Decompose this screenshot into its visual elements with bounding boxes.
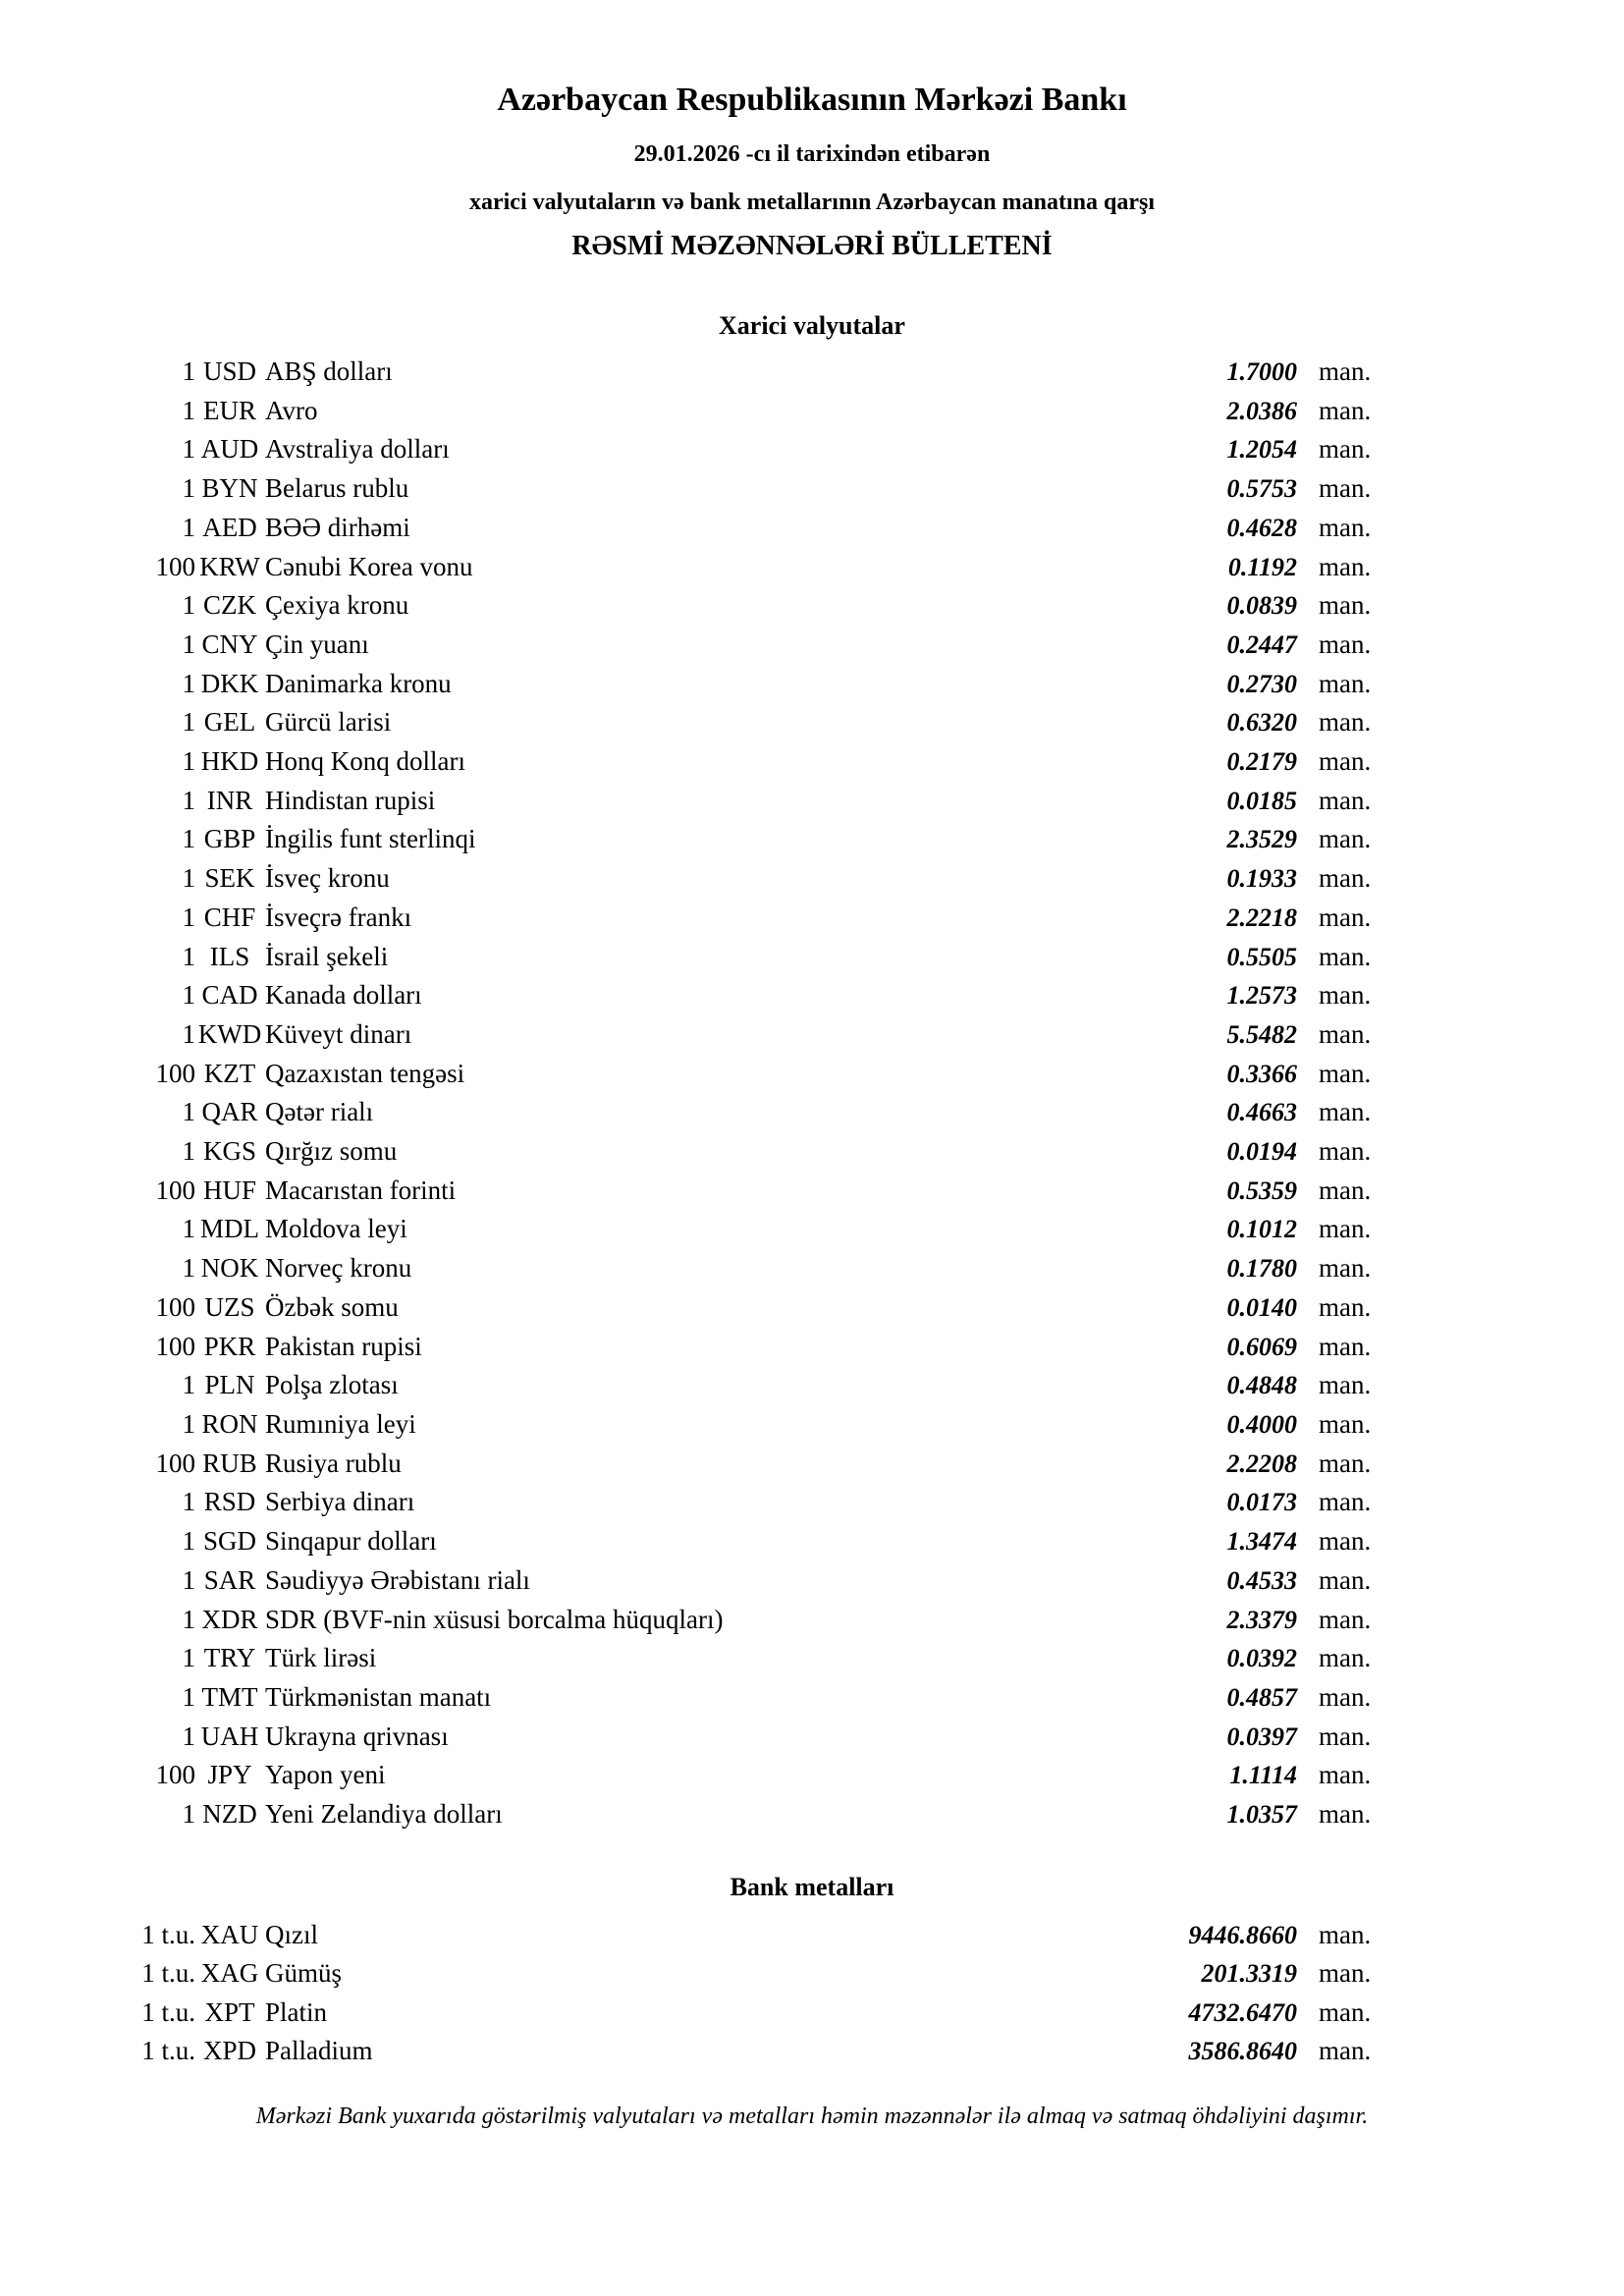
rate-value-cell: 201.3319	[1201, 1959, 1297, 1989]
unit-label-cell: man.	[1319, 1331, 1372, 1361]
unit-label-cell: man.	[1319, 1681, 1372, 1712]
currency-row	[0, 1718, 1624, 1757]
quantity-cell: 1	[182, 980, 195, 1011]
unit-label-cell: man.	[1319, 941, 1372, 971]
rate-value-cell: 0.5753	[1226, 474, 1297, 504]
currency-name-cell: İsrail şekeli	[265, 941, 389, 971]
unit-label-cell: man.	[1319, 2036, 1372, 2066]
currency-code-cell: JPY	[207, 1760, 252, 1790]
currency-code-cell: SEK	[204, 863, 255, 894]
currency-name-cell: Honq Konq dolları	[265, 746, 465, 777]
rate-value-cell: 0.4848	[1226, 1371, 1297, 1400]
currency-code-cell: TRY	[203, 1643, 256, 1673]
quantity-cell: 1	[182, 1564, 195, 1595]
currency-row	[0, 1678, 1624, 1718]
currency-code-cell: KWD	[197, 1018, 262, 1049]
currency-row	[0, 899, 1624, 938]
currency-row	[0, 665, 1624, 704]
quantity-cell: 100	[155, 1331, 195, 1361]
currency-code-cell: KRW	[199, 551, 260, 581]
unit-label-cell: man.	[1319, 824, 1372, 854]
currency-name-cell: Belarus rublu	[265, 473, 409, 504]
currency-name-cell: Macarıstan forinti	[265, 1175, 457, 1205]
rate-value-cell: 0.2179	[1226, 747, 1297, 777]
rate-value-cell: 0.0392	[1226, 1644, 1297, 1673]
quantity-cell: 1	[182, 902, 195, 932]
rate-value-cell: 0.5359	[1226, 1175, 1297, 1205]
rate-value-cell: 0.0185	[1226, 786, 1297, 815]
rate-value-cell: 0.1192	[1227, 552, 1297, 581]
quantity-cell: 1	[182, 1643, 195, 1673]
rate-value-cell: 0.2447	[1226, 629, 1297, 659]
currency-row	[0, 742, 1624, 782]
rate-value-cell: 2.3529	[1226, 825, 1297, 854]
currency-code-cell: XDR	[201, 1604, 258, 1634]
currency-row	[0, 1210, 1624, 1249]
unit-label-cell: man.	[1319, 512, 1372, 542]
unit-label-cell: man.	[1319, 1996, 1372, 2027]
quantity-cell: 100	[155, 1760, 195, 1790]
metal-code-cell: XAU	[200, 1919, 259, 1949]
effective-date-line: 29.01.2026 -cı il tarixindən etibarən	[633, 141, 991, 167]
currency-code-cell: DKK	[200, 668, 259, 698]
currency-row	[0, 1132, 1624, 1172]
rate-value-cell: 0.0194	[1226, 1137, 1297, 1167]
currency-name-cell: Ukrayna qrivnası	[265, 1721, 449, 1751]
unit-label-cell: man.	[1319, 1370, 1372, 1400]
currency-row	[0, 859, 1624, 899]
currency-name-cell: Çin yuanı	[265, 629, 369, 659]
currency-row	[0, 626, 1624, 665]
currency-name-cell: BƏƏ dirhəmi	[265, 512, 410, 542]
currency-name-cell: Norveç kronu	[265, 1253, 412, 1284]
currency-code-cell: UAH	[200, 1721, 259, 1751]
metals-section-heading: Bank metalları	[730, 1872, 894, 1901]
currency-row	[0, 1015, 1624, 1055]
currency-code-cell: NZD	[202, 1799, 257, 1830]
rate-value-cell: 0.1012	[1226, 1215, 1297, 1244]
currency-name-cell: Yeni Zelandiya dolları	[265, 1799, 503, 1830]
rate-value-cell: 0.6069	[1226, 1332, 1297, 1361]
currency-name-cell: ABŞ dolları	[265, 356, 393, 386]
rate-value-cell: 0.1780	[1226, 1254, 1297, 1284]
currency-code-cell: USD	[202, 356, 256, 386]
unit-label-cell: man.	[1319, 1408, 1372, 1439]
rate-value-cell: 0.4663	[1226, 1098, 1297, 1127]
rate-value-cell: 2.2218	[1226, 902, 1297, 932]
currency-name-cell: Polşa zlotası	[265, 1370, 399, 1400]
unit-label-cell: man.	[1319, 1799, 1372, 1830]
currency-name-cell: Qətər rialı	[265, 1097, 374, 1127]
metal-row	[0, 1994, 1624, 2033]
currencies-section-heading: Xarici valyutalar	[719, 311, 905, 340]
metal-row	[0, 1916, 1624, 1955]
currency-code-cell: KGS	[202, 1136, 256, 1167]
quantity-cell: 1	[182, 785, 195, 815]
rate-value-cell: 0.0397	[1226, 1722, 1297, 1751]
currency-code-cell: KZT	[203, 1058, 256, 1088]
currency-name-cell: İsveçrə frankı	[265, 902, 412, 932]
quantity-cell: 100	[155, 1175, 195, 1205]
currency-code-cell: CNY	[201, 629, 258, 659]
currency-row	[0, 392, 1624, 431]
currency-row	[0, 976, 1624, 1015]
currency-name-cell: Gürcü larisi	[265, 707, 392, 738]
rate-value-cell: 1.7000	[1226, 357, 1297, 386]
currency-row	[0, 469, 1624, 509]
unit-label-cell: man.	[1319, 1958, 1372, 1989]
unit-label-cell: man.	[1319, 629, 1372, 659]
quantity-cell: 1 t.u.	[141, 1919, 195, 1949]
rate-value-cell: 0.4533	[1226, 1565, 1297, 1595]
currency-code-cell: AED	[202, 512, 257, 542]
currency-row	[0, 1522, 1624, 1561]
quantity-cell: 1	[182, 668, 195, 698]
currency-row	[0, 703, 1624, 742]
currency-row	[0, 820, 1624, 859]
unit-label-cell: man.	[1319, 785, 1372, 815]
rate-value-cell: 4732.6470	[1188, 1997, 1297, 2027]
unit-label-cell: man.	[1319, 707, 1372, 738]
quantity-cell: 1	[182, 473, 195, 504]
unit-label-cell: man.	[1319, 1136, 1372, 1167]
quantity-cell: 1	[182, 1721, 195, 1751]
quantity-cell: 1	[182, 1526, 195, 1557]
unit-label-cell: man.	[1319, 551, 1372, 581]
rate-value-cell: 0.0173	[1226, 1488, 1297, 1517]
currency-name-cell: Danimarka kronu	[265, 668, 452, 698]
currency-code-cell: AUD	[200, 434, 259, 465]
currency-row	[0, 1328, 1624, 1367]
currency-code-cell: UZS	[204, 1291, 255, 1322]
currency-name-cell: Kanada dolları	[265, 980, 422, 1011]
unit-label-cell: man.	[1319, 1564, 1372, 1595]
quantity-cell: 1	[182, 941, 195, 971]
currency-row	[0, 1093, 1624, 1132]
currency-code-cell: SGD	[202, 1526, 256, 1557]
rate-value-cell: 5.5482	[1226, 1019, 1297, 1049]
quantity-cell: 1	[182, 512, 195, 542]
currency-code-cell: RUB	[202, 1448, 257, 1478]
currency-row	[0, 1288, 1624, 1328]
currency-row	[0, 1483, 1624, 1522]
metal-name-cell: Palladium	[265, 2036, 373, 2066]
rate-value-cell: 0.2730	[1226, 669, 1297, 698]
unit-label-cell: man.	[1319, 434, 1372, 465]
quantity-cell: 100	[155, 1058, 195, 1088]
currency-name-cell: SDR (BVF-nin xüsusi borcalma hüquqları)	[265, 1604, 724, 1634]
quantity-cell: 1 t.u.	[141, 1996, 195, 2027]
unit-label-cell: man.	[1319, 1018, 1372, 1049]
quantity-cell: 1	[182, 746, 195, 777]
currency-row	[0, 782, 1624, 821]
quantity-cell: 1	[182, 824, 195, 854]
currency-name-cell: Küveyt dinarı	[265, 1018, 412, 1049]
currency-row	[0, 1756, 1624, 1795]
currencies-table	[0, 353, 1624, 1834]
currency-name-cell: Rumıniya leyi	[265, 1408, 416, 1439]
quantity-cell: 1	[182, 707, 195, 738]
rate-value-cell: 0.1933	[1226, 864, 1297, 894]
unit-label-cell: man.	[1319, 980, 1372, 1011]
metal-code-cell: XAG	[200, 1958, 259, 1989]
currency-code-cell: INR	[206, 785, 253, 815]
rate-value-cell: 0.5505	[1226, 942, 1297, 971]
currency-name-cell: Səudiyyə Ərəbistanı rialı	[265, 1564, 530, 1595]
quantity-cell: 1	[182, 590, 195, 621]
unit-label-cell: man.	[1319, 1058, 1372, 1088]
currency-code-cell: GBP	[203, 824, 256, 854]
currency-name-cell: Çexiya kronu	[265, 590, 409, 621]
currency-code-cell: SAR	[203, 1564, 256, 1595]
unit-label-cell: man.	[1319, 1643, 1372, 1673]
rate-value-cell: 0.0140	[1226, 1292, 1297, 1322]
unit-label-cell: man.	[1319, 1097, 1372, 1127]
rate-value-cell: 1.2573	[1226, 981, 1297, 1011]
bulletin-title: RƏSMİ MƏZƏNNƏLƏRİ BÜLLETENİ	[571, 231, 1053, 261]
currency-row	[0, 353, 1624, 392]
rate-value-cell: 1.3474	[1226, 1527, 1297, 1557]
currency-row	[0, 1249, 1624, 1288]
rate-value-cell: 9446.8660	[1188, 1920, 1297, 1949]
currency-name-cell: Qazaxıstan tengəsi	[265, 1058, 465, 1088]
bulletin-subtitle: xarici valyutaların və bank metallarının Azərbaycan manatına qarşı	[468, 190, 1155, 215]
currency-name-cell: Avstraliya dolları	[265, 434, 450, 465]
rate-value-cell: 0.0839	[1226, 591, 1297, 621]
currency-code-cell: RSD	[203, 1487, 256, 1517]
currency-name-cell: Avro	[265, 395, 318, 425]
currency-code-cell: CAD	[201, 980, 258, 1011]
quantity-cell: 1	[182, 1253, 195, 1284]
currency-name-cell: Serbiya dinarı	[265, 1487, 415, 1517]
unit-label-cell: man.	[1319, 395, 1372, 425]
quantity-cell: 1	[182, 1018, 195, 1049]
currency-code-cell: CZK	[203, 590, 256, 621]
rate-value-cell: 0.4857	[1226, 1682, 1297, 1712]
currency-name-cell: Türk lirəsi	[265, 1643, 377, 1673]
currency-row	[0, 1795, 1624, 1834]
metal-row	[0, 2032, 1624, 2071]
rate-value-cell: 3586.8640	[1188, 2037, 1297, 2066]
currency-name-cell: Türkmənistan manatı	[265, 1681, 492, 1712]
quantity-cell: 1	[182, 629, 195, 659]
unit-label-cell: man.	[1319, 356, 1372, 386]
currency-name-cell: Hindistan rupisi	[265, 785, 436, 815]
quantity-cell: 100	[155, 551, 195, 581]
currency-code-cell: HUF	[202, 1175, 256, 1205]
currency-name-cell: Qırğız somu	[265, 1136, 398, 1167]
rate-value-cell: 2.2208	[1226, 1449, 1297, 1478]
rate-value-cell: 0.4000	[1226, 1409, 1297, 1439]
unit-label-cell: man.	[1319, 1526, 1372, 1557]
currency-code-cell: EUR	[203, 395, 256, 425]
currency-row	[0, 509, 1624, 548]
currency-row	[0, 548, 1624, 587]
quantity-cell: 1	[182, 356, 195, 386]
currency-row	[0, 1055, 1624, 1094]
bank-name-title: Azərbaycan Respublikasının Mərkəzi Bankı	[497, 82, 1127, 118]
rate-value-cell: 0.4628	[1226, 513, 1297, 542]
rate-value-cell: 1.0357	[1226, 1800, 1297, 1830]
metal-name-cell: Platin	[265, 1996, 328, 2027]
currency-row	[0, 1639, 1624, 1678]
currency-code-cell: PKR	[203, 1331, 256, 1361]
currency-row	[0, 1405, 1624, 1445]
currency-name-cell: Sinqapur dolları	[265, 1526, 437, 1557]
currency-name-cell: Yapon yeni	[265, 1760, 386, 1790]
metal-code-cell: XPT	[204, 1996, 255, 2027]
metal-row	[0, 1954, 1624, 1994]
currency-code-cell: BYN	[201, 473, 258, 504]
rate-value-cell: 0.6320	[1226, 708, 1297, 738]
currency-code-cell: PLN	[204, 1370, 255, 1400]
rate-value-cell: 2.0386	[1226, 396, 1297, 425]
unit-label-cell: man.	[1319, 473, 1372, 504]
quantity-cell: 1	[182, 1799, 195, 1830]
quantity-cell: 1	[182, 1681, 195, 1712]
unit-label-cell: man.	[1319, 1604, 1372, 1634]
currency-code-cell: ILS	[209, 941, 250, 971]
currency-name-cell: Özbək somu	[265, 1291, 399, 1322]
rate-value-cell: 2.3379	[1226, 1605, 1297, 1634]
unit-label-cell: man.	[1319, 746, 1372, 777]
metal-code-cell: XPD	[202, 2036, 256, 2066]
currency-row	[0, 1601, 1624, 1640]
currency-row	[0, 1445, 1624, 1484]
currency-code-cell: MDL	[200, 1214, 259, 1244]
quantity-cell: 1	[182, 1214, 195, 1244]
quantity-cell: 1	[182, 1097, 195, 1127]
quantity-cell: 1 t.u.	[141, 1958, 195, 1989]
quantity-cell: 1	[182, 1604, 195, 1634]
currency-row	[0, 586, 1624, 626]
unit-label-cell: man.	[1319, 863, 1372, 894]
currency-name-cell: İsveç kronu	[265, 863, 390, 894]
currency-code-cell: HKD	[200, 746, 259, 777]
currency-code-cell: RON	[201, 1408, 258, 1439]
unit-label-cell: man.	[1319, 1253, 1372, 1284]
currency-code-cell: QAR	[201, 1097, 258, 1127]
rate-value-cell: 1.2054	[1226, 435, 1297, 465]
currency-name-cell: Pakistan rupisi	[265, 1331, 422, 1361]
unit-label-cell: man.	[1319, 1175, 1372, 1205]
currency-row	[0, 1561, 1624, 1601]
unit-label-cell: man.	[1319, 1919, 1372, 1949]
currency-name-cell: Rusiya rublu	[265, 1448, 402, 1478]
quantity-cell: 1 t.u.	[141, 2036, 195, 2066]
currency-row	[0, 938, 1624, 977]
obligation-note: Mərkəzi Bank yuxarıda göstərilmiş valyutaları və metalları həmin məzənnələr ilə almaq və satmaq öhdəliyini daşımır.	[255, 2103, 1369, 2129]
currency-name-cell: İngilis funt sterlinqi	[265, 824, 476, 854]
unit-label-cell: man.	[1319, 1448, 1372, 1478]
quantity-cell: 1	[182, 1136, 195, 1167]
quantity-cell: 1	[182, 395, 195, 425]
currency-name-cell: Cənubi Korea vonu	[265, 551, 473, 581]
quantity-cell: 100	[155, 1291, 195, 1322]
metal-name-cell: Gümüş	[265, 1958, 343, 1989]
quantity-cell: 1	[182, 1487, 195, 1517]
metal-name-cell: Qızıl	[265, 1919, 318, 1949]
currency-row	[0, 1172, 1624, 1211]
unit-label-cell: man.	[1319, 590, 1372, 621]
rate-value-cell: 0.3366	[1226, 1059, 1297, 1088]
rate-value-cell: 1.1114	[1229, 1761, 1297, 1790]
unit-label-cell: man.	[1319, 1721, 1372, 1751]
unit-label-cell: man.	[1319, 1214, 1372, 1244]
quantity-cell: 1	[182, 1408, 195, 1439]
unit-label-cell: man.	[1319, 1487, 1372, 1517]
currency-row	[0, 430, 1624, 469]
document-header	[0, 82, 1624, 261]
unit-label-cell: man.	[1319, 1291, 1372, 1322]
unit-label-cell: man.	[1319, 1760, 1372, 1790]
currency-code-cell: TMT	[201, 1681, 258, 1712]
quantity-cell: 1	[182, 863, 195, 894]
unit-label-cell: man.	[1319, 902, 1372, 932]
quantity-cell: 1	[182, 434, 195, 465]
quantity-cell: 100	[155, 1448, 195, 1478]
currency-code-cell: CHF	[203, 902, 256, 932]
unit-label-cell: man.	[1319, 668, 1372, 698]
currency-code-cell: NOK	[200, 1253, 259, 1284]
currency-name-cell: Moldova leyi	[265, 1214, 407, 1244]
currency-code-cell: GEL	[203, 707, 256, 738]
metals-table	[0, 1916, 1624, 2071]
quantity-cell: 1	[182, 1370, 195, 1400]
currency-row	[0, 1366, 1624, 1405]
